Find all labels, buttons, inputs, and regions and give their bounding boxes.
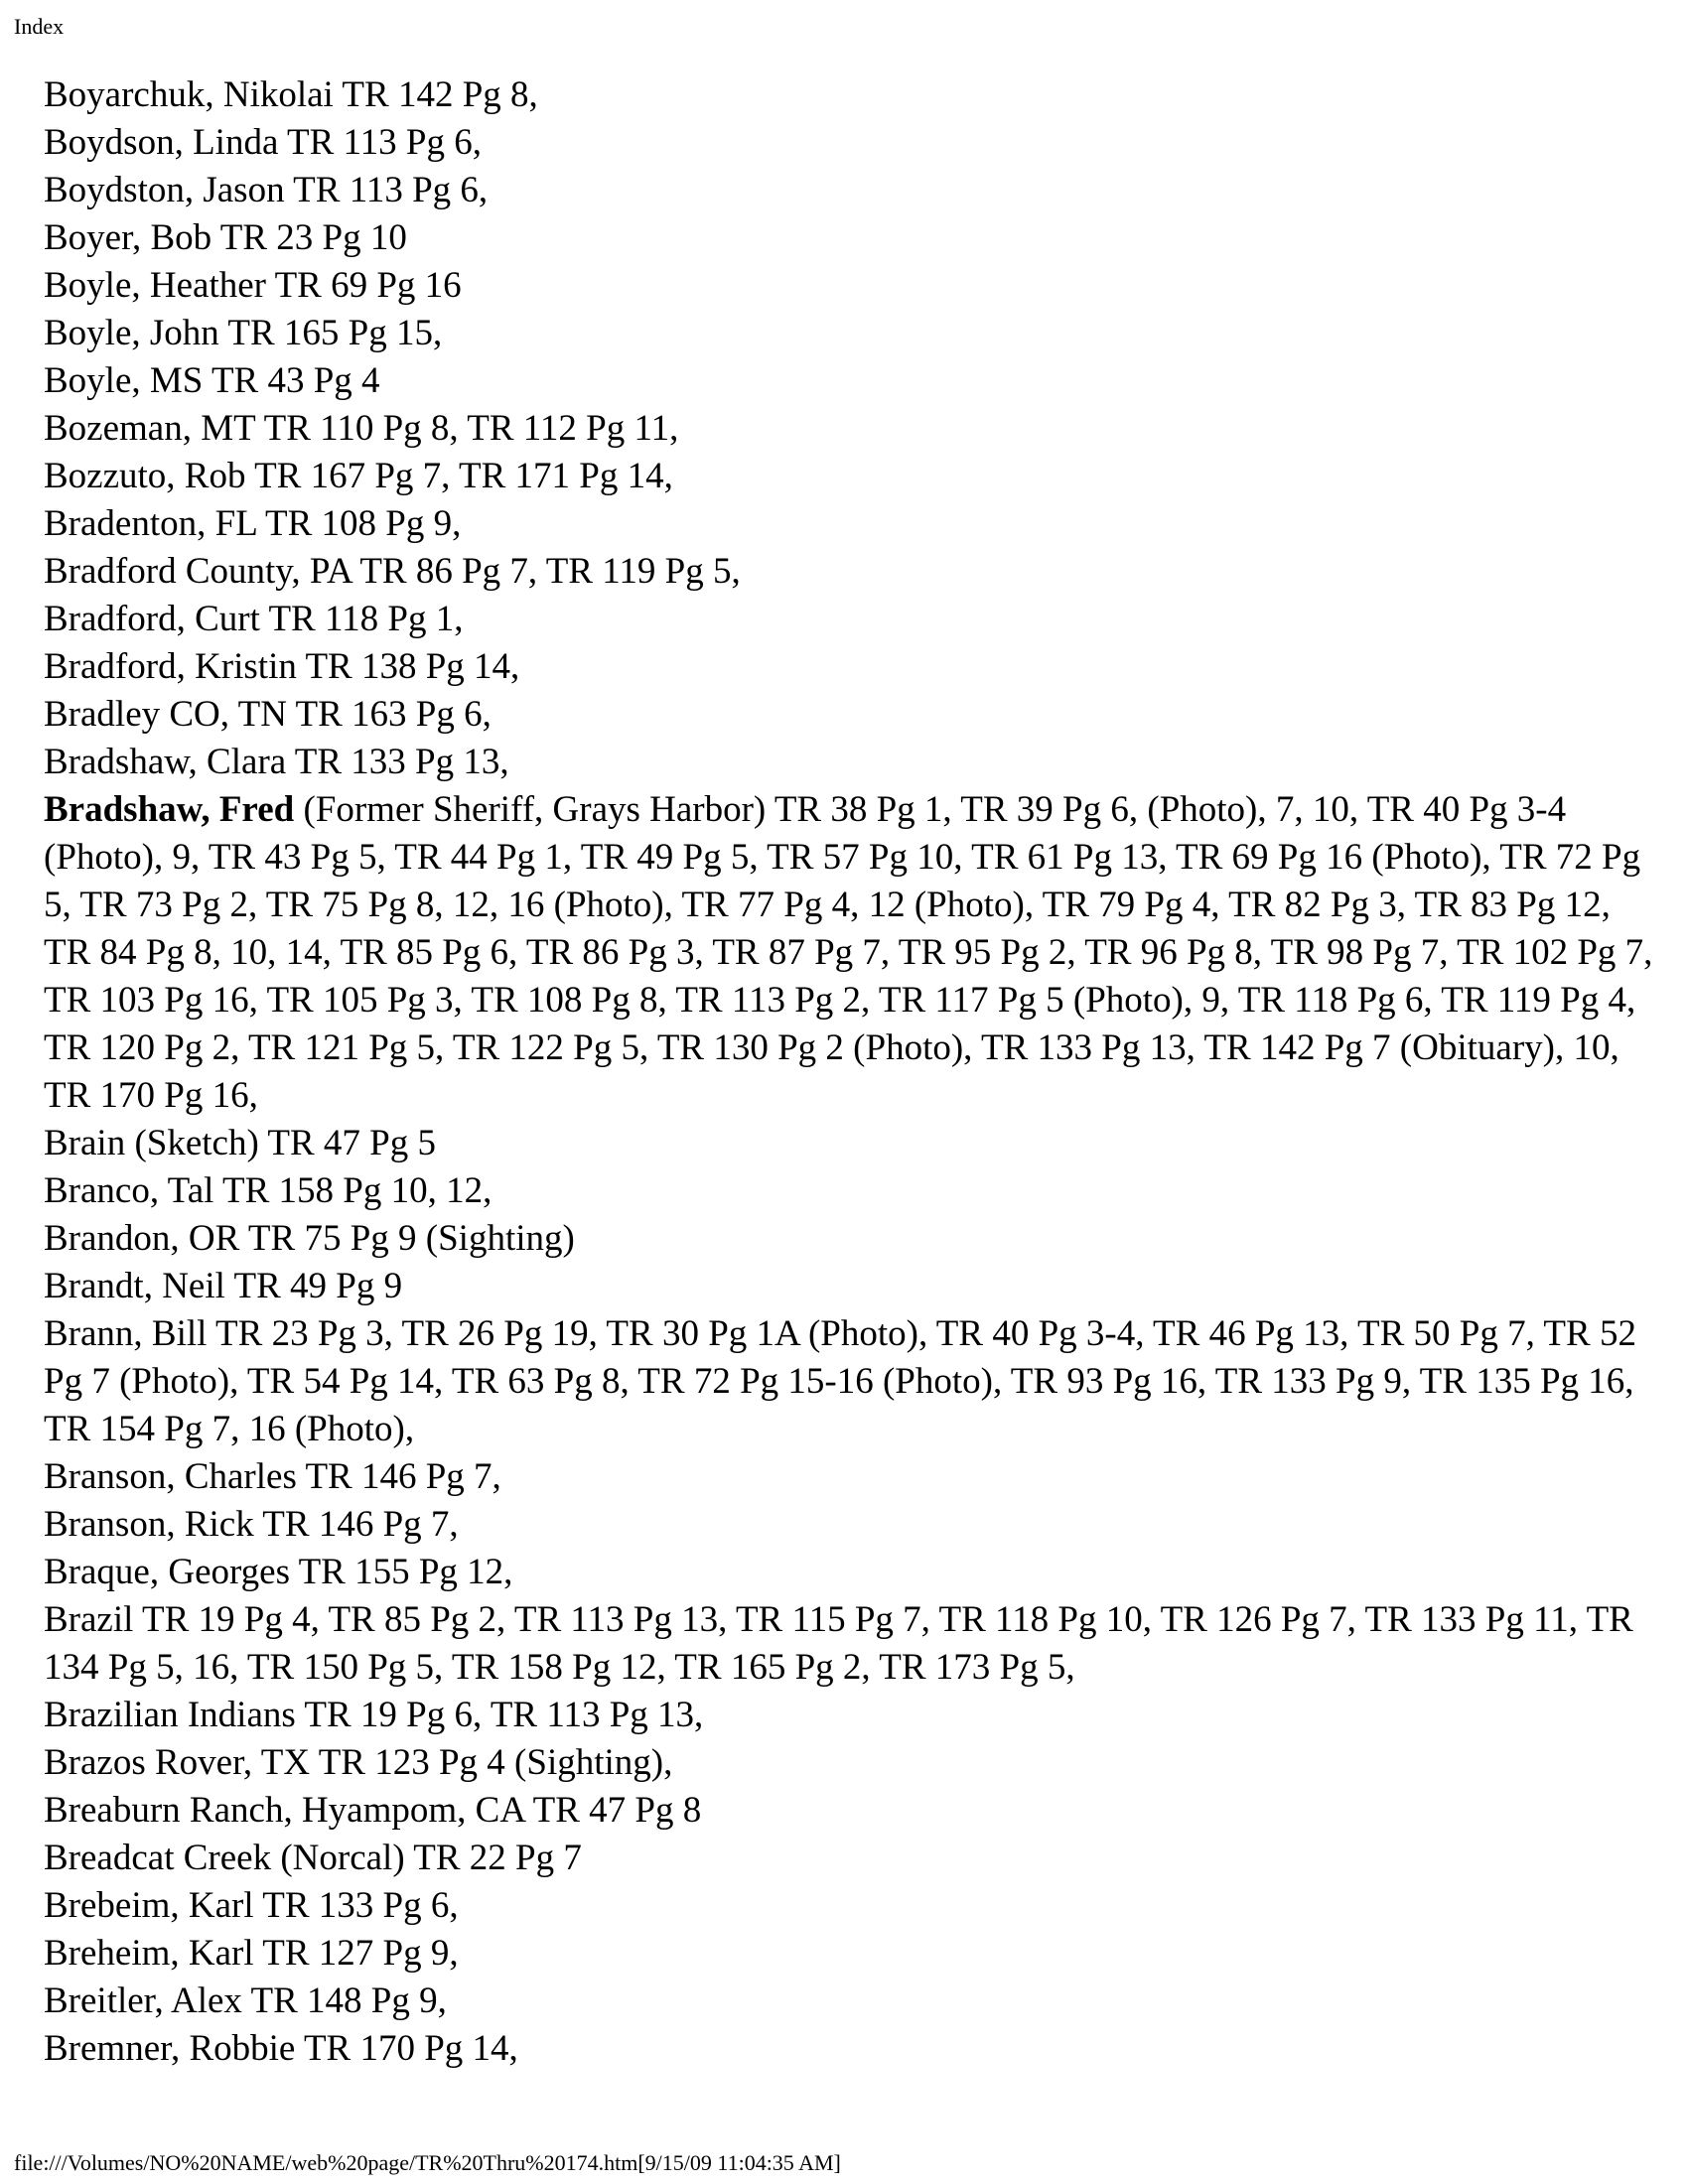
index-entry: [44, 548, 1658, 596]
index-entry-name: Brain: [44, 1123, 126, 1163]
index-entry-refs: TR 138 Pg 14,: [305, 646, 520, 687]
index-entry-name: Brazos Rover, TX: [44, 1742, 311, 1783]
index-entry: [44, 596, 1658, 643]
page-title: Index: [14, 14, 65, 39]
index-entry-refs: TR 75 Pg 9 (Sighting): [247, 1218, 575, 1259]
index-entry-name: Boyle, John: [44, 313, 219, 353]
index-entry-name: Bradenton, FL: [44, 503, 257, 544]
index-entry-refs: TR 86 Pg 7, TR 119 Pg 5,: [359, 551, 741, 592]
index-entry: [44, 1978, 1658, 2025]
index-entry-refs: TR 49 Pg 9: [233, 1266, 403, 1306]
index-entry-name: Bradford County, PA: [44, 551, 352, 592]
index-entry-refs: TR 69 Pg 16: [274, 265, 462, 306]
index-entry: [44, 357, 1658, 405]
index-entry: [44, 119, 1658, 167]
index-entry-refs: TR 155 Pg 12,: [298, 1552, 513, 1592]
index-entry-name: Branson, Rick: [44, 1504, 254, 1545]
index-entry-refs: TR 127 Pg 9,: [262, 1933, 459, 1974]
index-entry-name: Brandt, Neil: [44, 1266, 225, 1306]
index-entry-name: Bozeman, MT: [44, 408, 256, 449]
index-entry-refs: TR 110 Pg 8, TR 112 Pg 11,: [263, 408, 679, 449]
index-entry-name: Boyarchuk, Nikolai: [44, 74, 334, 115]
index-entry-name: Breitler, Alex: [44, 1980, 242, 2021]
index-entry-refs: TR 146 Pg 7,: [305, 1456, 501, 1497]
index-entry-refs: TR 19 Pg 6, TR 113 Pg 13,: [304, 1695, 704, 1735]
index-entry-name: Brazilian Indians: [44, 1695, 296, 1735]
index-entry: [44, 405, 1658, 453]
index-entry-refs: TR 19 Pg 4, TR 85 Pg 2, TR 113 Pg 13, TR 115 Pg 7, TR 118 Pg 10, TR 126 Pg 7, TR 133 Pg 11, TR 134 Pg 5, 16, TR 150 Pg 5, TR 158 Pg 12, TR 165 Pg 2, TR 173 Pg 5,: [44, 1599, 1633, 1688]
index-entry: [44, 1835, 1658, 1882]
index-entry: [44, 786, 1658, 1120]
index-entry-name: Brebeim, Karl: [44, 1885, 254, 1926]
index-entry-refs: TR 47 Pg 8: [532, 1790, 702, 1831]
index-entry-name: Breaburn Ranch, Hyampom, CA: [44, 1790, 524, 1831]
index-entry: [44, 1930, 1658, 1978]
index-entry-refs: (Norcal) TR 22 Pg 7: [280, 1838, 582, 1878]
index-entry: [44, 739, 1658, 786]
index-entry-refs: (Sketch) TR 47 Pg 5: [134, 1123, 436, 1163]
index-entry-refs: TR 108 Pg 9,: [265, 503, 462, 544]
index-entry-name: Boyer, Bob: [44, 217, 212, 258]
index-entry-name: Boyle, Heather: [44, 265, 266, 306]
index-entry-name: Branson, Charles: [44, 1456, 297, 1497]
index-entry-refs: TR 123 Pg 4 (Sighting),: [318, 1742, 673, 1783]
index-entry: [44, 1263, 1658, 1310]
index-entry-name: Braque, Georges: [44, 1552, 290, 1592]
index-entry-refs: TR 146 Pg 7,: [262, 1504, 459, 1545]
index-entry-name: Boydson, Linda: [44, 122, 279, 163]
index-entry-refs: TR 148 Pg 9,: [250, 1980, 447, 2021]
index-entry-refs: TR 23 Pg 10: [219, 217, 407, 258]
index-entry-name: Bozzuto, Rob: [44, 456, 246, 496]
index-entry: [44, 1501, 1658, 1549]
index-entry-name: Bradley CO, TN: [44, 694, 287, 735]
index-entry-name: Boyle, MS: [44, 360, 204, 401]
index-entry: [44, 262, 1658, 310]
file-path-footer: file:///Volumes/NO%20NAME/web%20page/TR%20Thru%20174.htm[9/15/09 11:04:35 AM]: [14, 2150, 841, 2175]
index-entry-name: Bradford, Kristin: [44, 646, 297, 687]
index-entry: [44, 1215, 1658, 1263]
index-entry: [44, 1596, 1658, 1692]
index-entry-name: Bradshaw, Fred: [44, 789, 295, 830]
index-entry: [44, 691, 1658, 739]
index-entry: [44, 1167, 1658, 1215]
index-entry: [44, 167, 1658, 214]
index-entry-refs: TR 165 Pg 15,: [227, 313, 443, 353]
index-entry: [44, 1120, 1658, 1167]
index-entry: [44, 1310, 1658, 1453]
index-entry-refs: TR 142 Pg 8,: [342, 74, 538, 115]
index-entry: [44, 1739, 1658, 1787]
index-entry: [44, 1692, 1658, 1739]
index-entry: [44, 310, 1658, 357]
index-entry-name: Bremner, Robbie: [44, 2028, 296, 2069]
index-entry-name: Boydston, Jason: [44, 170, 285, 210]
index-entry-refs: TR 118 Pg 1,: [268, 599, 464, 639]
index-entry-refs: TR 113 Pg 6,: [286, 122, 482, 163]
index-entry-name: Brazil: [44, 1599, 134, 1640]
index-entry: [44, 1549, 1658, 1596]
index-entry: [44, 453, 1658, 500]
index-entry: [44, 500, 1658, 548]
index-entry-refs: TR 133 Pg 6,: [262, 1885, 459, 1926]
index-entry-name: Breheim, Karl: [44, 1933, 254, 1974]
index-entry-name: Brandon, OR: [44, 1218, 240, 1259]
index-entry-refs: TR 158 Pg 10, 12,: [222, 1170, 492, 1211]
index-entry-refs: (Former Sheriff, Grays Harbor) TR 38 Pg 1, TR 39 Pg 6, (Photo), 7, 10, TR 40 Pg 3-4 (Photo), 9, TR 43 Pg 5, TR 44 Pg 1, TR 49 Pg 5, TR 57 Pg 10, TR 61 Pg 13, TR 69 Pg 16 (Photo), TR 72 Pg 5, TR 73 Pg 2, TR 75 Pg 8, 12, 16 (Photo), TR 77 Pg 4, 12 (Photo), TR 79 Pg 4, TR 82 Pg 3, TR 83 Pg 12, TR 84 Pg 8, 10, 14, TR 85 Pg 6, TR 86 Pg 3, TR 87 Pg 7, TR 95 Pg 2, TR 96 Pg 8, TR 98 Pg 7, TR 102 Pg 7, TR 103 Pg 16, TR 105 Pg 3, TR 108 Pg 8, TR 113 Pg 2, TR 117 Pg 5 (Photo), 9, TR 118 Pg 6, TR 119 Pg 4, TR 120 Pg 2, TR 121 Pg 5, TR 122 Pg 5, TR 130 Pg 2 (Photo), TR 133 Pg 13, TR 142 Pg 7 (Obituary), 10, TR 170 Pg 16,: [44, 789, 1653, 1116]
index-entry-refs: TR 170 Pg 14,: [303, 2028, 518, 2069]
index-entry: [44, 1882, 1658, 1930]
index-entry: [44, 643, 1658, 691]
index-entry-name: Bradford, Curt: [44, 599, 260, 639]
index-entry: [44, 1453, 1658, 1501]
index-entry: [44, 71, 1658, 119]
index-entry-refs: TR 113 Pg 6,: [293, 170, 489, 210]
index-entry: [44, 214, 1658, 262]
index-entry-name: Brann, Bill: [44, 1313, 208, 1354]
index-list: [44, 71, 1658, 2073]
index-entry-name: Bradshaw, Clara: [44, 742, 287, 782]
index-entry-name: Branco, Tal: [44, 1170, 214, 1211]
index-entry-refs: TR 43 Pg 4: [211, 360, 380, 401]
index-entry-refs: TR 133 Pg 13,: [294, 742, 509, 782]
index-entry: [44, 2025, 1658, 2073]
index-entry-name: Breadcat Creek: [44, 1838, 272, 1878]
index-entry-refs: TR 167 Pg 7, TR 171 Pg 14,: [254, 456, 673, 496]
index-entry-refs: TR 163 Pg 6,: [295, 694, 492, 735]
index-entry-refs: TR 23 Pg 3, TR 26 Pg 19, TR 30 Pg 1A (Photo), TR 40 Pg 3-4, TR 46 Pg 13, TR 50 Pg 7, TR 52 Pg 7 (Photo), TR 54 Pg 14, TR 63 Pg 8, TR 72 Pg 15-16 (Photo), TR 93 Pg 16, TR 133 Pg 9, TR 135 Pg 16, TR 154 Pg 7, 16 (Photo),: [44, 1313, 1636, 1449]
index-entry: [44, 1787, 1658, 1835]
